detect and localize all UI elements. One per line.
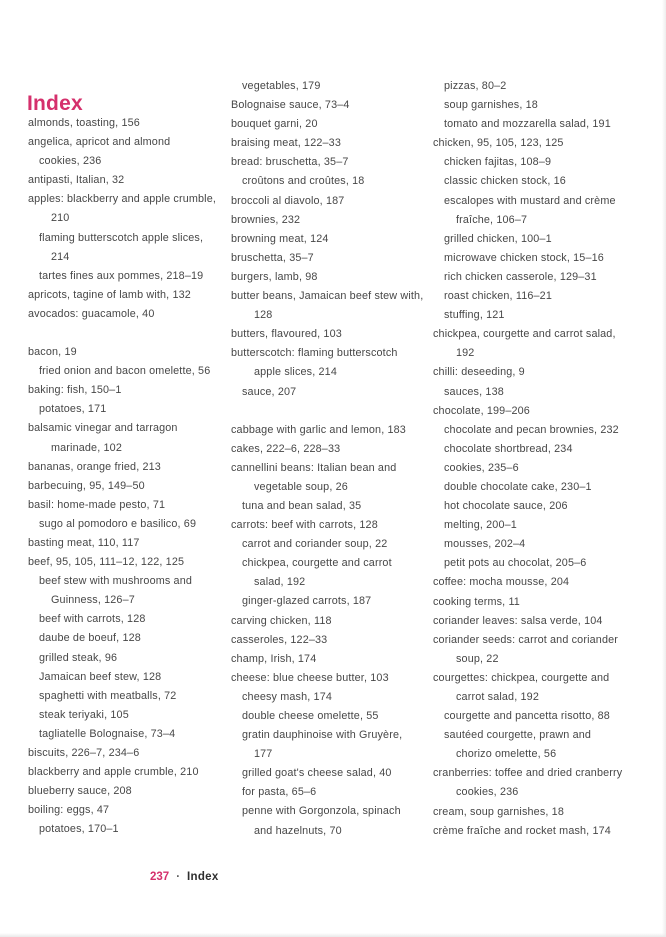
index-entry: apricots, tagine of lamb with, 132 — [28, 288, 191, 301]
index-entry: double chocolate cake, 230–1 — [444, 480, 592, 493]
index-entry: stuffing, 121 — [444, 309, 505, 322]
index-entry: penne with Gorgonzola, spinach — [242, 805, 401, 818]
index-entry: antipasti, Italian, 32 — [28, 174, 125, 187]
index-entry: sauce, 207 — [242, 385, 297, 398]
index-entry: for pasta, 65–6 — [242, 786, 317, 799]
index-entry: chickpea, courgette and carrot salad, — [433, 328, 616, 341]
index-entry: cookies, 236 — [456, 786, 519, 799]
index-entry: potatoes, 170–1 — [39, 823, 119, 836]
index-entry: tuna and bean salad, 35 — [242, 499, 362, 512]
index-entry: spaghetti with meatballs, 72 — [39, 689, 177, 702]
page-edge-bottom — [0, 933, 666, 937]
index-entry: hot chocolate sauce, 206 — [444, 500, 568, 513]
index-entry: sautéed courgette, prawn and — [444, 729, 592, 742]
index-entry: carrot salad, 192 — [456, 691, 539, 703]
index-entry: chicken fajitas, 108–9 — [444, 156, 552, 169]
index-entry: basting meat, 110, 117 — [28, 536, 140, 549]
index-entry: almonds, toasting, 156 — [28, 117, 140, 129]
index-entry: courgettes: chickpea, courgette and — [433, 671, 610, 684]
index-entry: microwave chicken stock, 15–16 — [444, 251, 604, 264]
index-entry: biscuits, 226–7, 234–6 — [28, 747, 140, 759]
index-entry: soup, 22 — [456, 652, 499, 665]
index-entry: 192 — [456, 347, 475, 360]
index-entry: tomato and mozzarella salad, 191 — [444, 118, 611, 131]
index-entry: tagliatelle Bolognaise, 73–4 — [39, 727, 176, 740]
index-entry: fried onion and bacon omelette, 56 — [39, 365, 211, 378]
index-entry: gratin dauphinoise with Gruyère, — [242, 729, 403, 742]
index-entry: chorizo omelette, 56 — [456, 748, 557, 761]
index-entry: Bolognaise sauce, 73–4 — [231, 99, 350, 112]
index-entry: flaming butterscotch apple slices, — [39, 231, 204, 244]
index-entry: beef with carrots, 128 — [39, 613, 146, 626]
index-entry: vegetable soup, 26 — [254, 480, 348, 493]
index-entry: chocolate shortbread, 234 — [444, 442, 573, 455]
index-entry: blackberry and apple crumble, 210 — [28, 766, 199, 779]
index-entry: petit pots au chocolat, 205–6 — [444, 557, 587, 570]
index-entry: grilled steak, 96 — [39, 651, 118, 664]
index-entry: marinade, 102 — [51, 441, 122, 454]
index-entry: bruschetta, 35–7 — [231, 251, 314, 264]
index-entry: beef stew with mushrooms and — [39, 575, 193, 588]
index-entry: cookies, 236 — [39, 155, 102, 168]
index-entry: sugo al pomodoro e basilico, 69 — [39, 517, 197, 530]
index-entry: vegetables, 179 — [242, 80, 321, 92]
index-entry: 177 — [254, 748, 273, 761]
index-entry: balsamic vinegar and tarragon — [28, 422, 178, 435]
index-entry: cannellini beans: Italian bean and — [231, 461, 397, 474]
index-entry: cabbage with garlic and lemon, 183 — [231, 423, 406, 436]
index-entry: cakes, 222–6, 228–33 — [231, 442, 341, 455]
index-entry: carrots: beef with carrots, 128 — [231, 519, 378, 532]
index-entry: chickpea, courgette and carrot — [242, 557, 392, 570]
index-entry: mousses, 202–4 — [444, 538, 526, 551]
index-entry: croûtons and croûtes, 18 — [242, 175, 365, 188]
index-entry: courgette and pancetta risotto, 88 — [444, 710, 610, 723]
page-footer — [150, 871, 219, 883]
index-entry: barbecuing, 95, 149–50 — [28, 479, 145, 492]
index-entry: butterscotch: flaming butterscotch — [231, 347, 398, 360]
index-entry: cooking terms, 11 — [433, 595, 520, 608]
index-entry: blueberry sauce, 208 — [28, 785, 132, 798]
index-entry: salad, 192 — [254, 576, 306, 589]
index-entry: broccoli al diavolo, 187 — [231, 194, 345, 207]
index-entry: casseroles, 122–33 — [231, 633, 328, 646]
index-entry: apple slices, 214 — [254, 366, 337, 379]
index-entry: beef, 95, 105, 111–12, 122, 125 — [28, 556, 185, 569]
index-entry: butters, flavoured, 103 — [231, 328, 342, 341]
index-entry: 214 — [51, 250, 70, 263]
index-entry: avocados: guacamole, 40 — [28, 307, 155, 320]
index-column-left — [28, 114, 231, 839]
index-entry: braising meat, 122–33 — [231, 137, 341, 150]
index-entry: grilled chicken, 100–1 — [444, 232, 552, 245]
index-entry: champ, Irish, 174 — [231, 652, 317, 665]
index-entry: classic chicken stock, 16 — [444, 175, 566, 188]
index-entry: cream, soup garnishes, 18 — [433, 805, 564, 818]
index-entry: boiling: eggs, 47 — [28, 804, 110, 817]
index-entry: baking: fish, 150–1 — [28, 384, 122, 397]
index-entry: cookies, 235–6 — [444, 461, 519, 474]
index-entry: cheese: blue cheese butter, 103 — [231, 671, 389, 684]
index-entry: coriander leaves: salsa verde, 104 — [433, 614, 603, 627]
index-entry: bread: bruschetta, 35–7 — [231, 156, 349, 169]
index-entry: potatoes, 171 — [39, 403, 107, 416]
index-entry: carrot and coriander soup, 22 — [242, 538, 388, 551]
index-entry: tartes fines aux pommes, 218–19 — [39, 269, 204, 282]
index-entry: daube de boeuf, 128 — [39, 632, 141, 645]
index-entry: cranberries: toffee and dried cranberry — [433, 767, 623, 780]
index-entry: Guinness, 126–7 — [51, 594, 135, 607]
footer-separator: · — [176, 871, 181, 883]
index-entry: bouquet garni, 20 — [231, 118, 318, 131]
index-entry: angelica, apricot and almond — [28, 136, 171, 149]
index-entry: bananas, orange fried, 213 — [28, 460, 161, 473]
index-entry: bacon, 19 — [28, 346, 77, 359]
index-entry: chicken, 95, 105, 123, 125 — [433, 137, 564, 150]
index-entry: fraîche, 106–7 — [456, 213, 528, 226]
index-entry: rich chicken casserole, 129–31 — [444, 270, 597, 283]
index-entry: roast chicken, 116–21 — [444, 290, 552, 303]
index-entry: Jamaican beef stew, 128 — [39, 670, 162, 683]
index-entry: cheesy mash, 174 — [242, 690, 333, 703]
index-entry: grilled goat's cheese salad, 40 — [242, 767, 392, 780]
index-entry: 128 — [254, 309, 273, 322]
index-entry: burgers, lamb, 98 — [231, 270, 318, 283]
index-entry: butter beans, Jamaican beef stew with, — [231, 290, 424, 303]
index-entry: basil: home-made pesto, 71 — [28, 498, 166, 511]
index-entry: coffee: mocha mousse, 204 — [433, 576, 570, 589]
index-entry: apples: blackberry and apple crumble, — [28, 193, 217, 206]
footer-section-label: Index — [187, 871, 219, 883]
index-entry: 210 — [51, 212, 70, 225]
index-entry: soup garnishes, 18 — [444, 99, 538, 112]
index-entry: ginger-glazed carrots, 187 — [242, 595, 372, 608]
index-column-right — [433, 77, 663, 841]
index-entry: melting, 200–1 — [444, 519, 517, 532]
index-entry: escalopes with mustard and crème — [444, 194, 616, 207]
index-entry: crème fraîche and rocket mash, 174 — [433, 824, 611, 837]
index-entry: double cheese omelette, 55 — [242, 710, 379, 722]
index-entry: chocolate, 199–206 — [433, 404, 530, 417]
index-entry: chocolate and pecan brownies, 232 — [444, 423, 619, 436]
page-edge-right — [662, 0, 666, 937]
index-entry: browning meat, 124 — [231, 232, 329, 245]
index-entry: brownies, 232 — [231, 213, 301, 226]
footer-page-number: 237 — [150, 871, 170, 883]
index-entry: sauces, 138 — [444, 385, 504, 398]
page-title: Index — [27, 92, 83, 116]
index-entry: coriander seeds: carrot and coriander — [433, 633, 618, 646]
index-entry: pizzas, 80–2 — [444, 80, 507, 92]
index-entry: and hazelnuts, 70 — [254, 824, 342, 837]
index-entry: chilli: deseeding, 9 — [433, 366, 525, 379]
index-column-middle — [231, 77, 433, 841]
index-entry: steak teriyaki, 105 — [39, 708, 129, 721]
index-entry: carving chicken, 118 — [231, 614, 332, 627]
